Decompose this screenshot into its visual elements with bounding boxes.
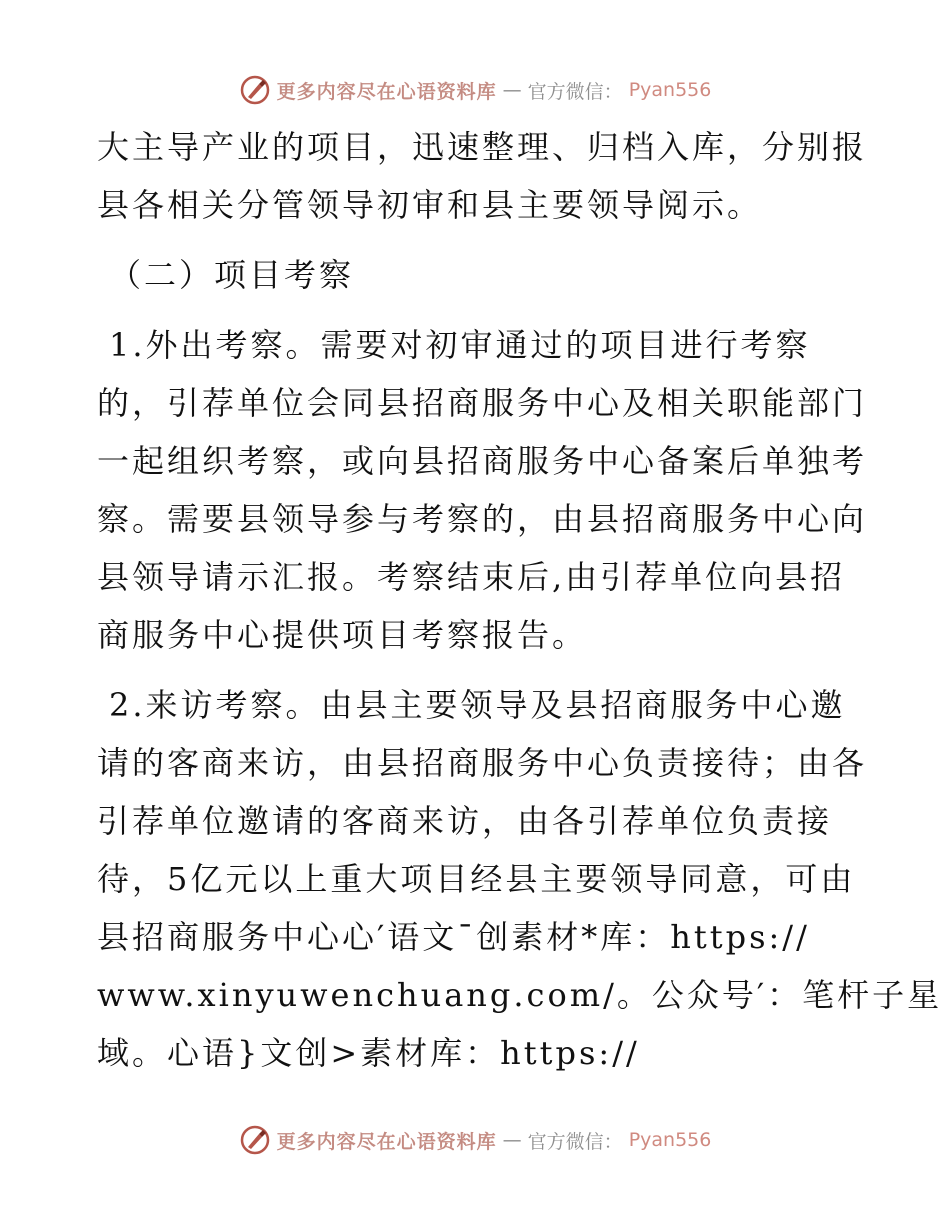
watermark-wechat-id: Pyan556 — [628, 79, 712, 101]
text-line: 2.来访考察。由县主要领导及县招商服务中心邀 — [109, 686, 846, 724]
text-line: 的，引荐单位会同县招商服务中心及相关职能部门 — [97, 384, 868, 422]
header-watermark — [0, 70, 950, 110]
text-line: 县招商服务中心心′语文¯创素材*库：https:// — [97, 918, 810, 956]
text-line: 域。心语}文创>素材库：https:// — [97, 1034, 640, 1072]
text-line: 察。需要县领导参与考察的，由县招商服务中心向 — [97, 500, 868, 538]
text-line: 引荐单位邀请的客商来访，由各引荐单位负责接 — [97, 802, 833, 840]
watermark-brand-text: 更多内容尽在心语资料库 — [276, 80, 497, 103]
text-line: www.xinyuwenchuang.com/。公众号′：笔杆子星 — [97, 976, 943, 1014]
watermark-official-text: 官方微信： — [527, 1130, 623, 1153]
watermark-separator: — — [502, 1129, 522, 1151]
text-line: 一起组织考察，或向县招商服务中心备案后单独考 — [97, 442, 868, 480]
pen-brush-logo-icon — [239, 1124, 271, 1156]
section-heading-text: （二）项目考察 — [109, 256, 355, 294]
pen-brush-logo-icon — [239, 74, 271, 106]
paragraph-continuation — [97, 118, 868, 234]
text-line: 1.外出考察。需要对初审通过的项目进行考察 — [109, 326, 811, 364]
watermark-wechat-id: Pyan556 — [628, 1129, 712, 1151]
text-line: 请的客商来访，由县招商服务中心负责接待；由各 — [97, 744, 868, 782]
watermark-official-text: 官方微信： — [527, 80, 623, 103]
paragraph-item-1 — [97, 316, 868, 664]
text-line: 县领导请示汇报。考察结束后,由引荐单位向县招 — [97, 558, 846, 596]
text-line: 大主导产业的项目，迅速整理、归档入库，分别报 — [97, 128, 868, 166]
watermark-separator: — — [502, 79, 522, 101]
watermark-brand-text: 更多内容尽在心语资料库 — [276, 1130, 497, 1153]
text-line: 县各相关分管领导初审和县主要领导阅示。 — [97, 186, 763, 224]
text-line: 商服务中心提供项目考察报告。 — [97, 616, 588, 654]
paragraph-item-2 — [97, 676, 943, 1082]
footer-watermark — [0, 1120, 950, 1160]
section-heading — [97, 246, 857, 304]
document-body — [97, 118, 943, 1082]
text-line: 待，5亿元以上重大项目经县主要领导同意，可由 — [97, 860, 856, 898]
